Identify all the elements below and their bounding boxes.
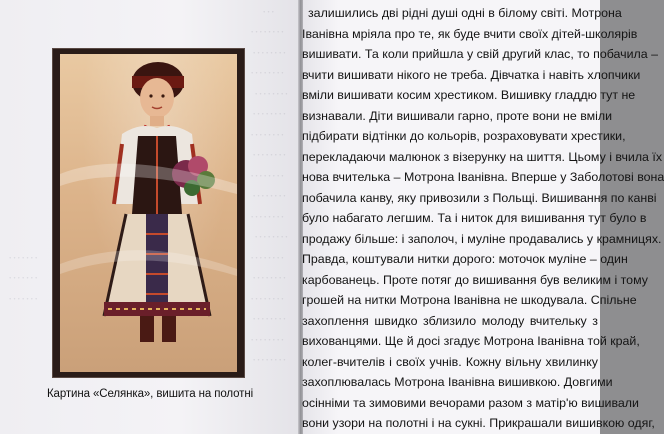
text-line: перекладаючи малюнок з візерунку на шиття. Цьому і вчила їх [302,149,663,164]
text-line: Правда, коштували нитки дорого: моточок муліне – один [302,252,628,266]
text-line: залишились дві рідні душі одні в білому світі. Мотрона [308,6,622,20]
text-line: підбирати відтінки до кольорів, розраховувати хрестики, [302,129,626,143]
text-line: колег-вчителів і своїх учнів. Кожну вільну хвилинку [302,354,598,369]
bleed-through-text: ··· ········ ········ ········ ········ ········ ········ ········ ········ ········ ········ ········ ········ ········ ········ ········ ········ ········ ······· ······· ······· [8,4,289,367]
body-text [302,3,664,434]
peasant-woman-embroidery-illustration [60,54,237,372]
embroidery-photo [52,48,245,378]
text-line: грошей на нитки Мотрона Іванівна не шкодувала. Спільне [302,293,637,307]
text-line: було набагато легшим. Та і ниток для вишивання тут було в [302,211,647,225]
left-page [0,0,300,434]
text-line: нова вчителька – Мотрона Іванівна. Вперше у Заболотові вона [302,170,664,184]
text-line: визнавали. Діти вишивали гарно, проте вони не вміли [302,108,613,123]
text-line: побачила канву, яку привозили з Польщі. Вишивання по канві [302,190,657,205]
photo-image [60,54,237,372]
text-line: вишивати. Та коли прийшла у свій другий клас, то побачила – [302,47,658,61]
text-line: вихованцями. Ще й досі згадує Мотрона Іванівна той край, [302,334,640,348]
text-line: вчити вишивати нікого не треба. Дівчатка і навіть хлопчики [302,67,641,82]
text-line: вміли вишивати косим хрестиком. Вишивку гладдю тут не [302,88,636,102]
text-line: Іванівна мріяла про те, як буде вчити своїх дітей-школярів [302,26,638,41]
photo-caption: Картина «Селянка», вишита на полотні [46,388,254,400]
text-line: продажу більше: і заполоч, і муліне продавались у крамницях. [302,231,662,246]
text-line: захоплення швидко зблизило молоду вчительку з [302,313,598,328]
text-line: осінніми та зимовими вечорами разом з матір'ю вишивали [302,395,639,410]
text-line: вони узори на полотні і на сукні. Прикрашали вишивкою одяг, [302,416,655,430]
text-line: захоплювалась Мотрона Іванівна вишивкою. Довгими [302,375,613,389]
text-line: карбованець. Проте потяг до вишивання був великим і тому [302,272,648,287]
